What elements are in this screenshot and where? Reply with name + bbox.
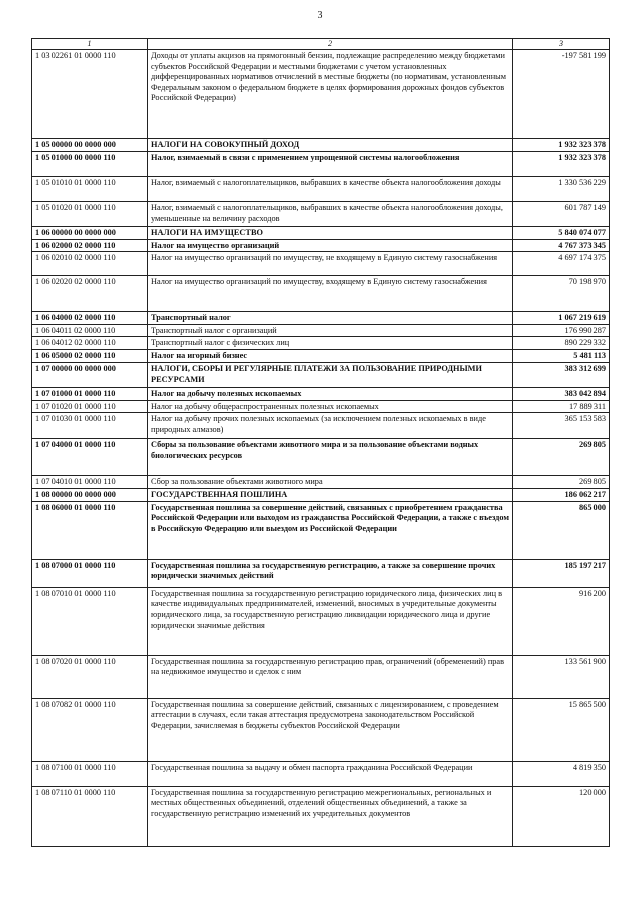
kbk-code-cell: 1 06 05000 02 0000 110: [32, 349, 148, 362]
revenue-name-cell: Налог на игорный бизнес: [148, 349, 513, 362]
kbk-code-cell: 1 08 07020 01 0000 110: [32, 655, 148, 698]
kbk-code-cell: 1 06 02010 02 0000 110: [32, 252, 148, 276]
amount-cell: 5 481 113: [513, 349, 610, 362]
column-header-3: 3: [513, 39, 610, 50]
table-row: [32, 239, 610, 252]
revenue-name-cell: Транспортный налог: [148, 312, 513, 325]
table-row: [32, 786, 610, 846]
amount-cell: 1 330 536 229: [513, 177, 610, 202]
table-row: [32, 312, 610, 325]
revenue-name-cell: Государственная пошлина за совершение действий, связанных с приобретением гражданства Российской Федерации или выходом из гражданства Российской Федерации, а также с въездом в Российскую Федерацию или выездом из Российской Федерации: [148, 501, 513, 559]
revenue-name-cell: Налог на добычу прочих полезных ископаемых (за исключением полезных ископаемых в виде природных алмазов): [148, 413, 513, 439]
amount-cell: 916 200: [513, 587, 610, 655]
kbk-code-cell: 1 06 02000 02 0000 110: [32, 239, 148, 252]
kbk-code-cell: 1 06 00000 00 0000 000: [32, 227, 148, 240]
kbk-code-cell: 1 07 01000 01 0000 110: [32, 387, 148, 400]
revenue-name-cell: Государственная пошлина за выдачу и обмен паспорта гражданина Российской Федерации: [148, 761, 513, 786]
revenue-name-cell: Государственная пошлина за совершение действий, связанных с лицензированием, с проведением аттестации в случаях, если такая аттестация предусмотрена законодательством Российской Федерации, зачисляемая в бюджеты субъектов Российской Федерации: [148, 698, 513, 761]
table-row: [32, 400, 610, 413]
kbk-code-cell: 1 05 00000 00 0000 000: [32, 139, 148, 152]
kbk-code-cell: 1 06 04012 02 0000 110: [32, 337, 148, 350]
revenue-name-cell: НАЛОГИ НА СОВОКУПНЫЙ ДОХОД: [148, 139, 513, 152]
kbk-code-cell: 1 08 06000 01 0000 110: [32, 501, 148, 559]
table-header-row: [32, 39, 610, 50]
amount-cell: 4 819 350: [513, 761, 610, 786]
amount-cell: 383 312 699: [513, 362, 610, 387]
table-row: [32, 698, 610, 761]
kbk-code-cell: 1 06 04011 02 0000 110: [32, 324, 148, 337]
kbk-code-cell: 1 08 07100 01 0000 110: [32, 761, 148, 786]
table-row: [32, 324, 610, 337]
kbk-code-cell: 1 08 07110 01 0000 110: [32, 786, 148, 846]
amount-cell: 17 889 311: [513, 400, 610, 413]
table-row: [32, 276, 610, 312]
revenue-name-cell: Государственная пошлина за государственную регистрацию юридического лица, физических лиц в качестве индивидуальных предпринимателей, изменений, вносимых в учредительные документы юридического лица, за государственную регистрацию ликвидации юридического лица и другие юридически значимые действия: [148, 587, 513, 655]
revenue-name-cell: Доходы от уплаты акцизов на прямогонный бензин, подлежащие распределению между бюджетами субъектов Российской Федерации и местными бюджетами с учетом установленных дифференцированных нормативов отчислений в местные бюджеты (по нормативам, установленным Федеральным законом о федеральном бюджете в целях формирования дорожных фондов субъектов Российской Федерации): [148, 50, 513, 139]
amount-cell: 269 805: [513, 476, 610, 489]
revenue-name-cell: Налог на имущество организаций по имуществу, входящему в Единую систему газоснабжения: [148, 276, 513, 312]
revenue-name-cell: Сбор за пользование объектами животного мира: [148, 476, 513, 489]
revenue-name-cell: Налог, взимаемый с налогоплательщиков, выбравших в качестве объекта налогообложения доходы: [148, 177, 513, 202]
amount-cell: 4 697 174 375: [513, 252, 610, 276]
revenue-name-cell: Налог на добычу полезных ископаемых: [148, 387, 513, 400]
column-header-2: 2: [148, 39, 513, 50]
revenue-name-cell: ГОСУДАРСТВЕННАЯ ПОШЛИНА: [148, 488, 513, 501]
revenue-name-cell: НАЛОГИ НА ИМУЩЕСТВО: [148, 227, 513, 240]
table-row: [32, 337, 610, 350]
kbk-code-cell: 1 08 07082 01 0000 110: [32, 698, 148, 761]
amount-cell: 1 932 323 378: [513, 139, 610, 152]
revenue-name-cell: Налог на добычу общераспространенных полезных ископаемых: [148, 400, 513, 413]
amount-cell: 186 062 217: [513, 488, 610, 501]
revenue-name-cell: Налог, взимаемый в связи с применением упрощенной системы налогообложения: [148, 152, 513, 177]
revenue-table: [31, 38, 610, 847]
table-row: [32, 413, 610, 439]
amount-cell: 133 561 900: [513, 655, 610, 698]
revenue-name-cell: Транспортный налог с физических лиц: [148, 337, 513, 350]
table-row: [32, 349, 610, 362]
kbk-code-cell: 1 07 01030 01 0000 110: [32, 413, 148, 439]
table-row: [32, 587, 610, 655]
amount-cell: 70 198 970: [513, 276, 610, 312]
table-row: [32, 50, 610, 139]
amount-cell: 15 865 500: [513, 698, 610, 761]
table-row: [32, 761, 610, 786]
revenue-name-cell: Сборы за пользование объектами животного мира и за пользование объектами водных биологических ресурсов: [148, 439, 513, 476]
amount-cell: 383 042 894: [513, 387, 610, 400]
table-row: [32, 227, 610, 240]
amount-cell: 269 805: [513, 439, 610, 476]
kbk-code-cell: 1 03 02261 01 0000 110: [32, 50, 148, 139]
kbk-code-cell: 1 07 00000 00 0000 000: [32, 362, 148, 387]
amount-cell: 890 229 332: [513, 337, 610, 350]
amount-cell: 120 000: [513, 786, 610, 846]
kbk-code-cell: 1 05 01010 01 0000 110: [32, 177, 148, 202]
kbk-code-cell: 1 06 02020 02 0000 110: [32, 276, 148, 312]
revenue-name-cell: НАЛОГИ, СБОРЫ И РЕГУЛЯРНЫЕ ПЛАТЕЖИ ЗА ПОЛЬЗОВАНИЕ ПРИРОДНЫМИ РЕСУРСАМИ: [148, 362, 513, 387]
kbk-code-cell: 1 07 01020 01 0000 110: [32, 400, 148, 413]
revenue-name-cell: Государственная пошлина за государственную регистрацию, а также за совершение прочих юридически значимых действий: [148, 559, 513, 587]
amount-cell: 601 787 149: [513, 202, 610, 227]
table-row: [32, 488, 610, 501]
kbk-code-cell: 1 07 04000 01 0000 110: [32, 439, 148, 476]
amount-cell: 365 153 583: [513, 413, 610, 439]
column-header-1: 1: [32, 39, 148, 50]
revenue-name-cell: Налог, взимаемый с налогоплательщиков, выбравших в качестве объекта налогообложения доходы, уменьшенные на величину расходов: [148, 202, 513, 227]
revenue-name-cell: Налог на имущество организаций: [148, 239, 513, 252]
table-row: [32, 439, 610, 476]
table-row: [32, 501, 610, 559]
amount-cell: 176 990 287: [513, 324, 610, 337]
kbk-code-cell: 1 08 00000 00 0000 000: [32, 488, 148, 501]
revenue-name-cell: Налог на имущество организаций по имуществу, не входящему в Единую систему газоснабжения: [148, 252, 513, 276]
amount-cell: 4 767 373 345: [513, 239, 610, 252]
amount-cell: 1 067 219 619: [513, 312, 610, 325]
page-number: 3: [317, 10, 323, 21]
kbk-code-cell: 1 05 01020 01 0000 110: [32, 202, 148, 227]
table-row: [32, 139, 610, 152]
amount-cell: 185 197 217: [513, 559, 610, 587]
kbk-code-cell: 1 07 04010 01 0000 110: [32, 476, 148, 489]
table-row: [32, 559, 610, 587]
amount-cell: 5 840 074 077: [513, 227, 610, 240]
kbk-code-cell: 1 06 04000 02 0000 110: [32, 312, 148, 325]
amount-cell: 1 932 323 378: [513, 152, 610, 177]
kbk-code-cell: 1 05 01000 00 0000 110: [32, 152, 148, 177]
table-row: [32, 387, 610, 400]
kbk-code-cell: 1 08 07010 01 0000 110: [32, 587, 148, 655]
table-row: [32, 252, 610, 276]
revenue-name-cell: Государственная пошлина за государственную регистрацию прав, ограничений (обременений) прав на недвижимое имущество и сделок с ним: [148, 655, 513, 698]
amount-cell: 865 000: [513, 501, 610, 559]
revenue-name-cell: Государственная пошлина за государственную регистрацию межрегиональных, региональных и местных общественных объединений, отделений общественных объединений, а также за государственную регистрацию изменений их учредительных документов: [148, 786, 513, 846]
kbk-code-cell: 1 08 07000 01 0000 110: [32, 559, 148, 587]
revenue-name-cell: Транспортный налог с организаций: [148, 324, 513, 337]
table-row: [32, 655, 610, 698]
table-row: [32, 476, 610, 489]
amount-cell: -197 581 199: [513, 50, 610, 139]
table-row: [32, 202, 610, 227]
table-row: [32, 177, 610, 202]
table-row: [32, 152, 610, 177]
table-row: [32, 362, 610, 387]
